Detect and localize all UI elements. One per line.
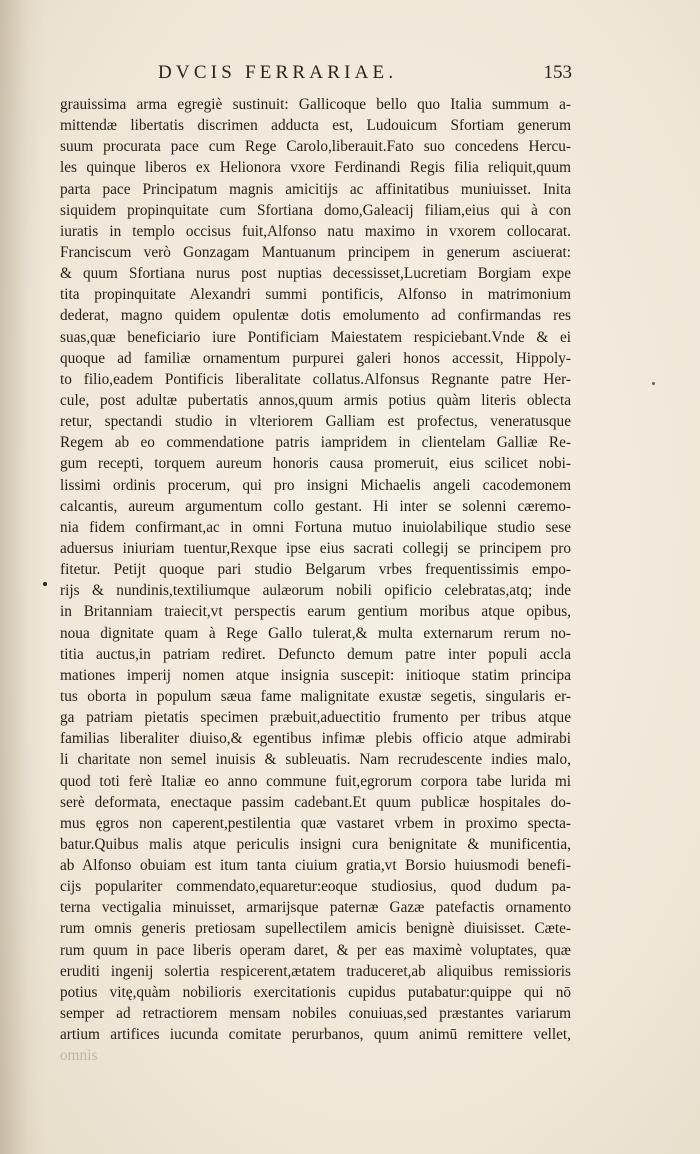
text-line: eruditi ingenij solertia respicerent,ætatem traduceret,ab aliquibus remissioris xyxy=(60,962,571,980)
text-line: to filio,eadem Pontificis liberalitate collatus.Alfonsus Regnante patre Her- xyxy=(60,370,571,388)
text-line: rijs & nundinis,textiliumque aulæorum nobili opificio celebratas,atq; inde xyxy=(60,582,571,600)
text-line: Franciscum verò Gonzagam Mantuanum principem in generum asciuerat: xyxy=(60,243,571,261)
text-line: titia auctus,in patriam rediret. Defuncto demum patre inter populi accla xyxy=(60,645,571,663)
text-line: rum omnis generis pretiosam supellectilem amicis benignè diuisisset. Cæte- xyxy=(60,920,571,938)
text-line: rum quum in pace liberis operam daret, & per eas maximè voluptates, quæ xyxy=(60,941,571,959)
text-line: grauissima arma egregiè sustinuit: Gallicoque bello quo Italia summum a- xyxy=(60,96,571,113)
text-line: Regem ab eo commendatione patris iampridem in clientelam Galliæ Re- xyxy=(60,434,571,452)
text-line: ab Alfonso obuiam est itum tanta ciuium gratia,vt Borsio huiusmodi benefi- xyxy=(60,857,571,875)
text-line: calcantis, aureum argumentum collo gestant. Hi inter se solenni cæremo- xyxy=(60,497,571,515)
text-line: semper ad retractiorem mensam nobiles conuiuas,sed præstantes variarum xyxy=(60,1005,571,1023)
text-line: cijs populariter commendato,equaretur:eoque studiosius, quod dudum pa- xyxy=(60,878,571,896)
text-line: & quum Sfortiana nurus post nuptias decessisset,Lucretiam Borgiam expe xyxy=(60,265,571,283)
text-line: lissimi ordinis procerum, qui pro insigni Michaelis angeli cacodemonem xyxy=(60,476,571,494)
text-line: ga patriam pietatis specimen præbuit,aduectitio frumento per tribus atque xyxy=(60,709,571,727)
text-line: quoque ad familiæ ornamentum purpurei galeri honos accessit, Hippoly- xyxy=(60,349,571,367)
text-line: cule, post adultæ pubertatis annos,quum armis potius quàm literis oblecta xyxy=(60,391,571,409)
text-line: familias liberaliter diuiso,& egentibus infimæ plebis officio atque admirabi xyxy=(60,730,571,748)
text-line: tus oborta in populum sæua fame malignitate exustæ segetis, singularis er- xyxy=(60,687,571,705)
text-line: artium artifices iucunda comitate perurbanos, quum animū remittere vellet, xyxy=(60,1026,571,1044)
text-line: serè deformata, enectaque passim cadebant.Et quum publicæ hospitales do- xyxy=(60,793,571,811)
page-number: 153 xyxy=(543,62,572,83)
text-line: mationes imperij nomen atque insignia suscepit: initioque statim principa xyxy=(60,666,571,684)
text-line-show-through: omnis xyxy=(60,1047,98,1065)
text-line: in Britanniam traiecit,vt perspectis earum gentium moribus atque opibus, xyxy=(60,603,571,621)
text-line: suas,quæ beneficiario iure Pontificiam Maiestatem respiciebant.Vnde & ei xyxy=(60,328,571,346)
text-line: terna vectigalia minuisset, armarijsque paternæ Gazæ patefactis ornamento xyxy=(60,899,571,917)
text-line: les quinque liberos ex Helionora vxore Ferdinandi Regis filia reliquit,quum xyxy=(60,159,571,177)
body-text xyxy=(60,94,571,1066)
text-line: iuratis in templo occisus fuit,Alfonso natu maximo in vxorem collocarat. xyxy=(60,222,571,240)
text-line: suum procurata pace cum Rege Carolo,liberauit.Fato suo concedens Hercu- xyxy=(60,138,571,156)
text-line: noua dignitate quam à Rege Gallo tulerat,& multa externarum rerum no- xyxy=(60,624,571,642)
gutter-shadow xyxy=(0,0,46,1154)
text-line: tita propinquitate Alexandri summi pontificis, Alfonso in matrimonium xyxy=(60,286,571,304)
text-line: mus ęgros non caperent,pestilentia quæ vastaret vrbem in proximo specta- xyxy=(60,814,571,832)
text-line: quod toti ferè Italiæ eo anno commune fuit,egrorum corpora tabe lurida mi xyxy=(60,772,571,790)
text-line: nia fidem confirmant,ac in omni Fortuna mutuo inuiolabilique studio sese xyxy=(60,518,571,536)
text-line: parta pace Principatum magnis amicitijs ac affinitatibus muniuisset. Inita xyxy=(60,180,571,198)
running-head: DVCIS FERRARIAE. xyxy=(158,62,398,83)
text-line: potius vitę,quàm nobilioris exercitationis cupidus putabatur:quippe qui nō xyxy=(60,983,571,1001)
text-line: gum recepti, torquem aureum honoris causa promeruit, eius scilicet nobi- xyxy=(60,455,571,473)
text-line: fitetur. Petijt quoque pari studio Belgarum vrbes frequentissimis empo- xyxy=(60,561,571,579)
text-line: aduersus iniuriam tuentur,Rexque ipse eius sacrati collegij se principem pro xyxy=(60,539,571,557)
text-line: li charitate non semel inuisis & subleuatis. Nam recrudescente indies malo, xyxy=(60,751,571,769)
text-line: batur.Quibus malis atque periculis insigni cura benignitate & munificentia, xyxy=(60,835,571,853)
margin-mark xyxy=(43,582,47,586)
text-line: mittendæ libertatis discrimen adducta est, Ludouicum Sfortiam generum xyxy=(60,117,571,135)
text-line: siquidem propinquitate cum Sfortiana domo,Galeacij filiam,eius qui à con xyxy=(60,201,571,219)
text-line: retur, spectandi studio in vlteriorem Galliam est profectus, veneratusque xyxy=(60,413,571,431)
margin-mark xyxy=(652,382,655,385)
text-line: dederat, magno quidem opulentæ dotis emolumento ad confirmandas res xyxy=(60,307,571,325)
page-header xyxy=(60,62,570,92)
